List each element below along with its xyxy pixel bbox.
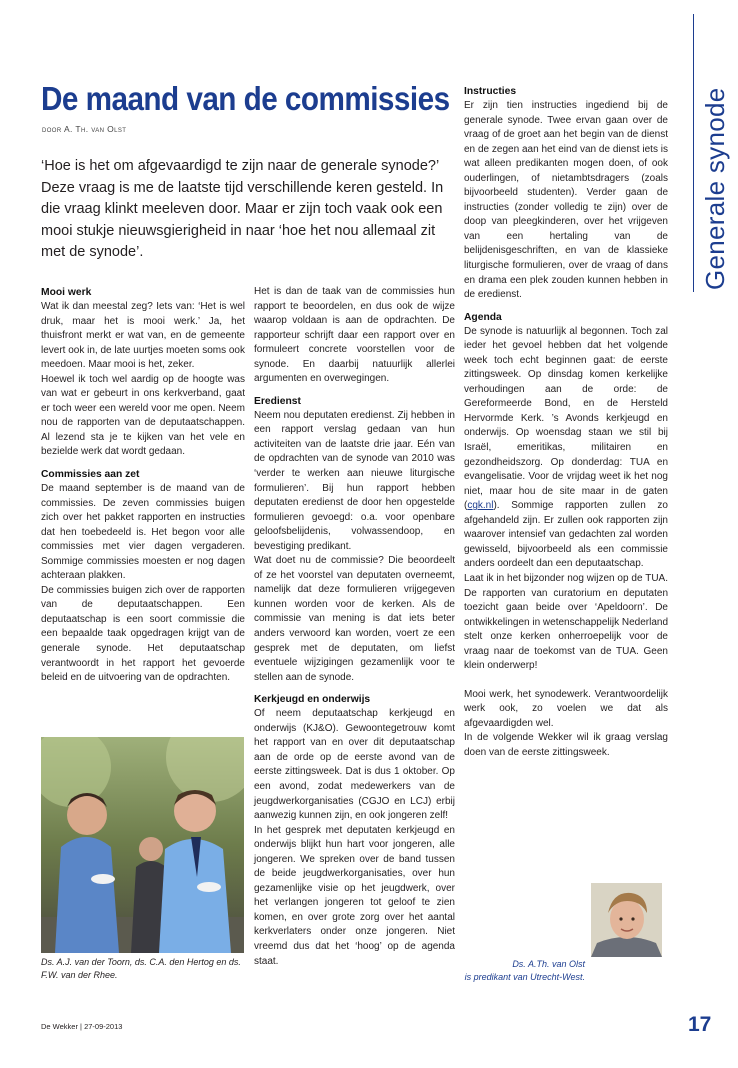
author-portrait bbox=[591, 883, 662, 957]
byline-author: A. Th. van Olst bbox=[63, 124, 127, 134]
column-1 bbox=[41, 285, 245, 686]
footer-issue: De Wekker | 27-09-2013 bbox=[41, 1022, 123, 1031]
heading-kerkjeugd-en-onderwijs: Kerkjeugd en onderwijs bbox=[254, 694, 371, 706]
section-label: Generale synode bbox=[700, 87, 730, 290]
agenda-text-cont: ). Sommige rapporten zullen zo afgehandeld zijn. Er zullen ook rapporten zijn waarover intensief van gedachten zal worden gewisseld, bijvoorbeeld als een commissie anders oordeelt dan een deputaatschap. bbox=[464, 500, 668, 570]
paragraph: Wat ik dan meestal zeg? Iets van: ‘Het is wel druk, maar het is mooi werk.’ Ja, het thuisfront merkt er wat van, en de gemeente levert ook in, de late uurtjes moeten soms ook meedoen. Maar mooi is het, zeker. bbox=[41, 301, 245, 371]
paragraph: Er zijn tien instructies ingediend bij de generale synode. Twee ervan gaan over de vraag of de groet aan het begin van de dienst en de zegen aan het eind van de dienst iets is wat alleen predikanten mogen doen, of ook ouderlingen, of nietambtsdragers (zoals bijvoorbeeld studenten). Verder gaan de instructies (zonder volledig te zijn) over de doop van pleegkinderen, over het vrijgeven van een hertaling van de belijdenisgeschriften, en van de klassieke liturgische formulieren, over de vraag of dans en drama een plek zouden kunnen hebben in de eredienst. bbox=[464, 100, 668, 301]
portrait-caption-role: is predikant van Utrecht-West. bbox=[464, 971, 585, 982]
page-number: 17 bbox=[688, 1013, 712, 1036]
byline-prefix: door bbox=[42, 124, 62, 134]
heading-commissies-aan-zet: Commissies aan zet bbox=[41, 469, 140, 481]
paragraph: Neem nou deputaten eredienst. Zij hebben in een rapport verslag gedaan van hun activiteiten van de laatste drie jaar. Eén van de opdrachten van de synode van 2010 was ‘verder te werken aan nieuwe liturgische formulieren’. Bij hun rapport hebben deputaten eredienst de door hen opgestelde formulieren gevoegd: o.a. voor openbare geloofsbelijdenis, volwassendoop, en bevestiging predikant. bbox=[254, 409, 455, 552]
intro-paragraph: ‘Hoe is het om afgevaardigd te zijn naar de generale synode?’ Deze vraag is me de laatste tijd verschillende keren gesteld. In die vraag klinkt meeleven door. Maar er zijn toch vaak ook een mooi stukje nieuwsgierigheid in naar ‘hoe het nou allemaal zit met de synode’. bbox=[41, 158, 444, 260]
paragraph: Hoewel ik toch wel aardig op de hoogte was van wat er gebeurt in ons kerkverband, gaat er toch weer een wereld voor me open. Neem nou de rapporten van de deputaatschappen. Al lezend sta je te kijken van het vele en bezielde werk dat wordt gedaan. bbox=[41, 373, 245, 458]
portrait-caption bbox=[455, 958, 585, 983]
paragraph: In het gesprek met deputaten kerkjeugd en onderwijs blijkt hun hart voor jongeren, alle jongeren. We spreken over de band tussen de beide jeugdwerkorganisaties, over hun gezamenlijke visie op het jeugdwerk, over het verlangen jongeren tot geloof te zien komen, en over grote zorg over het aantal kerkverlaters onder onze jongeren. Niet vreemd dus dat het ‘hoog’ op de agenda staat. bbox=[254, 824, 455, 967]
cgk-link[interactable]: cgk.nl bbox=[467, 500, 494, 512]
article-title: De maand van de commissies bbox=[41, 80, 450, 117]
paragraph: Of neem deputaatschap kerkjeugd en onderwijs (KJ&O). Gewoontegetrouw komt het rapport van en over dit deputaatschap aan de orde op de eerste avond van de eerste zittingsweek. Dat is dus 1 oktober. Op een avond, zodat medewerkers van de jeugdwerkorganisaties (CGJO en LCJ) erbij aanwezig kunnen zijn, en ook jongeren zelf! bbox=[254, 708, 455, 822]
column-2 bbox=[254, 285, 455, 969]
heading-agenda: Agenda bbox=[464, 311, 502, 323]
paragraph bbox=[464, 325, 668, 572]
paragraph: Mooi werk, het synodewerk. Verantwoordelijk werk ook, zo voelen we dat als afgevaardigden wel. bbox=[464, 688, 668, 729]
paragraph: In de volgende Wekker wil ik graag verslag doen van de eerste zittingsweek. bbox=[464, 732, 668, 758]
paragraph: De maand september is de maand van de commissies. De zeven commissies buigen zich over het pakket rapporten en instructies dat hen toebedeeld is. Het begon voor alle commissies met vier dagen vergaderen. Sommige commissies moesten er nog dagen achteraan plakken. bbox=[41, 483, 245, 582]
section-divider-line bbox=[693, 14, 694, 292]
paragraph: Wat doet nu de commissie? Die beoordeelt of ze het voorstel van deputaten overneemt, namelijk dat deze formulieren vrijgegeven kunnen worden voor de kerken. Als de commissie van mening is dat iets beter anders verwoord kan worden, voert ze een gesprek met de deputaten, om liefst eventuele wijzigingen gezamenlijk voor te stellen aan de synode. bbox=[254, 555, 455, 683]
heading-mooi-werk: Mooi werk bbox=[41, 287, 92, 298]
portrait-caption-name: Ds. A.Th. van Olst bbox=[512, 959, 585, 969]
column-3 bbox=[464, 84, 668, 761]
photo-caption: Ds. A.J. van der Toorn, ds. C.A. den Hertog en ds. F.W. van der Rhee. bbox=[41, 957, 241, 980]
paragraph: Laat ik in het bijzonder nog wijzen op de TUA. De rapporten van curatorium en deputaten toezicht gaan beide over ‘Apeldoorn’. De ontwikkelingen in wetenschappelijk Nederland stelt onze kerken onherroepelijk voor de vraag naar de toekomst van de TUA. Geen klein onderwerp! bbox=[464, 572, 669, 672]
heading-instructies: Instructies bbox=[464, 86, 517, 97]
byline bbox=[42, 124, 126, 134]
agenda-text: De synode is natuurlijk al begonnen. Toch zal ieder het gevoel hebben dat het volgende week toch echt beginnen gaat: de eerste zittingsweek. Op dinsdag komen kerkelijke verhoudingen aan de orde: de Gereformeerde Bond, en de Hersteld Hervormde Kerk. ’s Avonds kerkjeugd en onderwijs. Op woensdag staan we stil bij Israël, emeritikas, militairen en gezondheidszorg. Op donderdag: TUA en evangelisatie. Voor de vrijdag weet ik het nog niet, maar hou de site maar in de gaten ( bbox=[464, 325, 668, 512]
group-photo bbox=[41, 737, 244, 953]
paragraph: Het is dan de taak van de commissies hun rapport te beoordelen, en dus ook de wijze waarop voldaan is aan de opdrachten. De rapporteur schrijft daar een rapport over en formuleert concrete voorstellen voor de synode. En daarbij natuurlijk allerlei argumenten en overwegingen. bbox=[254, 286, 455, 385]
heading-eredienst: Eredienst bbox=[254, 395, 301, 407]
paragraph: De commissies buigen zich over de rapporten van de deputaatschappen. Een deputaatschap is een soort commissie die een bepaalde taak opgedragen krijgt van de generale synode. Het deputaatschap verantwoordt in het rapport het gevoerde beleid en de uitvoering van de opdrachten. bbox=[41, 584, 245, 684]
